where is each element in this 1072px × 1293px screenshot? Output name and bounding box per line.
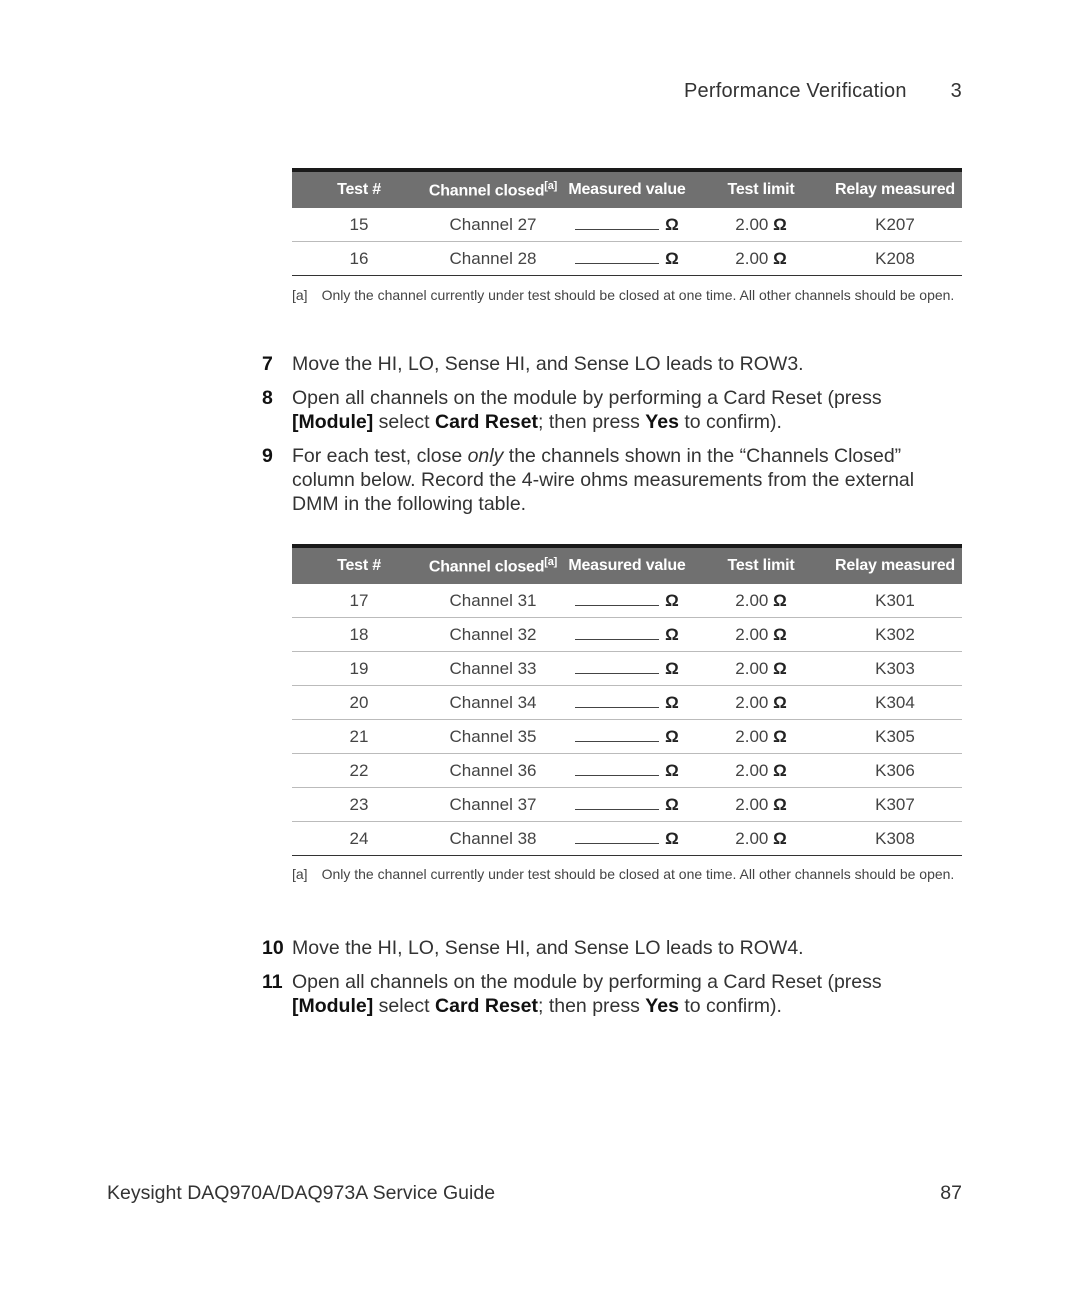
cell-limit: 2.00 Ω [694, 618, 828, 652]
blank-line [575, 829, 659, 844]
col-channel: Channel closed[a] [428, 179, 558, 200]
cell-test: 15 [292, 208, 426, 242]
section-title: Performance Verification [683, 80, 907, 102]
cell-channel: Channel 33 [426, 652, 560, 686]
col-limit: Test limit [727, 557, 795, 574]
cell-limit: 2.00 Ω [694, 584, 828, 618]
step-11: 11 Open all channels on the module by performing a Card Reset (press [Module] select Card Reset; then press Yes to confirm). [262, 971, 882, 1017]
table-row [292, 720, 962, 754]
cell-measured [560, 652, 694, 686]
cell-measured [560, 822, 694, 856]
cell-channel: Channel 32 [426, 618, 560, 652]
col-measured: Measured value [568, 557, 686, 574]
blank-line [575, 215, 659, 230]
cell-channel: Channel 28 [426, 242, 560, 276]
table-header-row [292, 170, 962, 208]
page-number: 87 [940, 1182, 962, 1204]
cell-limit: 2.00 Ω [694, 208, 828, 242]
cell-relay: K304 [828, 686, 962, 720]
cell-test: 23 [292, 788, 426, 822]
cell-limit: 2.00 Ω [694, 788, 828, 822]
ohm-unit: Ω [665, 794, 679, 814]
cell-channel: Channel 34 [426, 686, 560, 720]
verification-table-1 [292, 168, 962, 276]
blank-line [575, 693, 659, 708]
table-row [292, 822, 962, 856]
ohm-unit: Ω [665, 624, 679, 644]
table-row [292, 686, 962, 720]
table-header-row [292, 546, 962, 584]
step-9: 9 For each test, close only the channels shown in the “Channels Closed” column below. Record the 4-wire ohms measurements from the external DMM in the following table. [262, 445, 915, 515]
cell-channel: Channel 38 [426, 822, 560, 856]
cell-limit: 2.00 Ω [694, 652, 828, 686]
table-row [292, 788, 962, 822]
cell-measured [560, 242, 694, 276]
cell-relay: K208 [828, 242, 962, 276]
step-8: 8 Open all channels on the module by performing a Card Reset (press [Module] select Card Reset; then press Yes to confirm). [262, 387, 882, 433]
cell-relay: K308 [828, 822, 962, 856]
cell-channel: Channel 35 [426, 720, 560, 754]
cell-measured [560, 584, 694, 618]
table-row [292, 618, 962, 652]
cell-measured [560, 618, 694, 652]
table-row [292, 754, 962, 788]
step-7: 7 Move the HI, LO, Sense HI, and Sense LO leads to ROW3. [262, 353, 804, 375]
col-relay: Relay measured [835, 557, 955, 574]
cell-limit: 2.00 Ω [694, 242, 828, 276]
col-measured: Measured value [568, 181, 686, 198]
ohm-unit: Ω [665, 248, 679, 268]
ohm-unit: Ω [665, 658, 679, 678]
cell-measured [560, 720, 694, 754]
col-test: Test # [337, 557, 381, 574]
ohm-unit: Ω [665, 590, 679, 610]
cell-relay: K207 [828, 208, 962, 242]
ohm-unit: Ω [665, 726, 679, 746]
footer-title: Keysight DAQ970A/DAQ973A Service Guide [107, 1182, 496, 1204]
table-row [292, 208, 962, 242]
cell-measured [560, 686, 694, 720]
cell-relay: K306 [828, 754, 962, 788]
table-2-footnote: [a] Only the channel currently under test should be closed at one time. All other channels should be open. [292, 866, 955, 882]
chapter-number: 3 [950, 80, 962, 102]
cell-test: 17 [292, 584, 426, 618]
cell-limit: 2.00 Ω [694, 686, 828, 720]
cell-limit: 2.00 Ω [694, 720, 828, 754]
blank-line [575, 249, 659, 264]
col-channel: Channel closed[a] [428, 555, 558, 576]
cell-test: 21 [292, 720, 426, 754]
blank-line [575, 625, 659, 640]
cell-channel: Channel 37 [426, 788, 560, 822]
cell-test: 20 [292, 686, 426, 720]
ohm-unit: Ω [665, 760, 679, 780]
cell-measured [560, 754, 694, 788]
cell-measured [560, 788, 694, 822]
cell-test: 24 [292, 822, 426, 856]
col-relay: Relay measured [835, 181, 955, 198]
cell-channel: Channel 36 [426, 754, 560, 788]
cell-channel: Channel 27 [426, 208, 560, 242]
col-limit: Test limit [727, 181, 795, 198]
ohm-unit: Ω [665, 828, 679, 848]
page-header [684, 80, 962, 103]
table-row [292, 242, 962, 276]
cell-relay: K302 [828, 618, 962, 652]
cell-limit: 2.00 Ω [694, 822, 828, 856]
cell-test: 18 [292, 618, 426, 652]
ohm-unit: Ω [665, 692, 679, 712]
table-1-footnote: [a] Only the channel currently under test should be closed at one time. All other channels should be open. [292, 287, 955, 303]
cell-test: 16 [292, 242, 426, 276]
step-10: 10 Move the HI, LO, Sense HI, and Sense LO leads to ROW4. [262, 937, 804, 959]
cell-test: 19 [292, 652, 426, 686]
cell-relay: K303 [828, 652, 962, 686]
cell-relay: K307 [828, 788, 962, 822]
cell-measured [560, 208, 694, 242]
cell-relay: K305 [828, 720, 962, 754]
cell-test: 22 [292, 754, 426, 788]
blank-line [575, 591, 659, 606]
blank-line [575, 659, 659, 674]
blank-line [575, 761, 659, 776]
cell-relay: K301 [828, 584, 962, 618]
verification-table-2 [292, 544, 962, 856]
table-row [292, 584, 962, 618]
cell-limit: 2.00 Ω [694, 754, 828, 788]
footnote-ref: [a] [544, 555, 558, 568]
blank-line [575, 795, 659, 810]
ohm-unit: Ω [665, 214, 679, 234]
table-row [292, 652, 962, 686]
cell-channel: Channel 31 [426, 584, 560, 618]
col-test: Test # [337, 181, 381, 198]
blank-line [575, 727, 659, 742]
footnote-ref: [a] [544, 179, 558, 192]
